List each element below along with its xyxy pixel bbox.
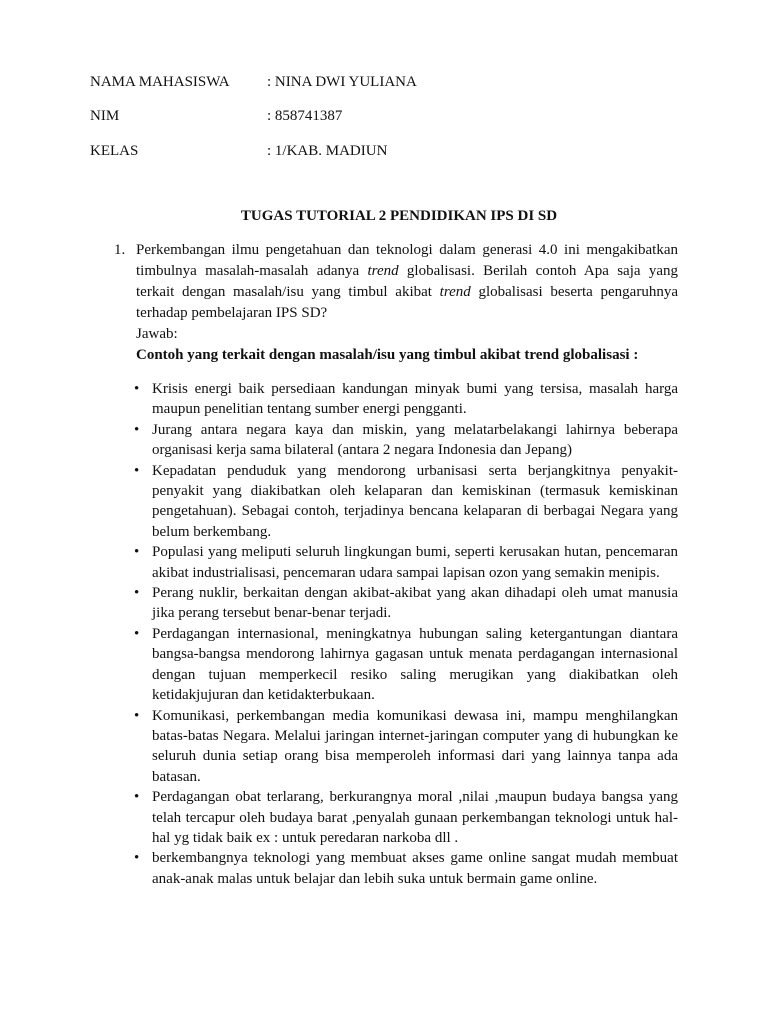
student-name-label: NAMA MAHASISWA — [90, 74, 230, 90]
bullet-item: • Jurang antara negara kaya dan miskin, yang melatarbelakangi lahirnya beberapa organisasi kerja sama bilateral (antara 2 negara Indonesia dan Jepang) — [134, 420, 678, 461]
student-nim-label: NIM — [90, 108, 120, 124]
question-text-part2: globalisasi. Berilah contoh Apa saja yang terkait dengan masalah/isu yang timbul akibat — [136, 263, 678, 300]
bullet-item: • Perdagangan obat terlarang, berkurangnya moral ,nilai ,maupun budaya bangsa yang telah tercapur oleh budaya barat ,penyalah gunaan perkembangan teknologi untuk hal-hal yg tidak baik ex : untuk peredaran narkoba dll . — [134, 787, 678, 848]
answer-heading: Contoh yang terkait dengan masalah/isu yang timbul akibat trend globalisasi : — [136, 347, 639, 363]
bullet-item: • Perang nuklir, berkaitan dengan akibat-akibat yang akan dihadapi oleh umat manusia jika perang tersebut benar-benar terjadi. — [134, 583, 678, 624]
answer-label: Jawab: — [136, 326, 178, 342]
question-block — [136, 240, 678, 366]
student-class-value: : 1/KAB. MADIUN — [267, 143, 388, 159]
bullet-item: • Komunikasi, perkembangan media komunikasi dewasa ini, mampu menghilangkan batas-batas Negara. Melalui jaringan internet-jaringan computer yang di hubungkan ke seluruh dunia setiap orang bisa memperoleh informasi dari yang lainnya tanpa ada batasan. — [134, 706, 678, 788]
bullet-item: • Krisis energi baik persediaan kandungan minyak bumi yang tersisa, masalah harga maupun penelitian tentang sumber energi pengganti. — [134, 379, 678, 420]
document-title: TUGAS TUTORIAL 2 PENDIDIKAN IPS DI SD — [240, 208, 558, 224]
bullet-item: • berkembangnya teknologi yang membuat akses game online sangat mudah membuat anak-anak malas untuk belajar dan lebih suka untuk bermain game online. — [134, 848, 678, 889]
answer-bullet-list — [134, 379, 678, 889]
bullet-item: • Populasi yang meliputi seluruh lingkungan bumi, seperti kerusakan hutan, pencemaran akibat industrialisasi, pencemaran udara sampai lapisan ozon yang semakin menipis. — [134, 542, 678, 583]
question-text — [136, 240, 678, 324]
student-nim-value: : 858741387 — [267, 108, 343, 124]
question-text-part3: globalisasi beserta pengaruhnya terhadap pembelajaran IPS SD? — [136, 284, 678, 321]
student-class-label: KELAS — [90, 143, 139, 159]
student-name-value: : NINA DWI YULIANA — [267, 74, 417, 90]
bullet-item: • Perdagangan internasional, meningkatnya hubungan saling ketergantungan diantara bangsa-bangsa mendorong lahirnya gagasan untuk menata perdagangan internasional dengan tujuan memperkecil resiko saling merugikan yang diakibatkan oleh ketidakjujuran dan ketidakterbukaan. — [134, 624, 678, 706]
bullet-item: • Kepadatan penduduk yang mendorong urbanisasi serta berjangkitnya penyakit-penyakit yang diakibatkan oleh kelaparan dan kemiskinan (termasuk kemiskinan pengetahuan). Sebagai contoh, terjadinya bencana kelaparan di berbagai Negara yang belum berkembang. — [134, 461, 678, 543]
question-number: 1. — [114, 242, 126, 258]
question-text-em1: trend — [367, 263, 399, 279]
question-text-em2: trend — [439, 284, 471, 300]
question-text-part1: Perkembangan ilmu pengetahuan dan teknologi dalam generasi 4.0 ini mengakibatkan timbulnya masalah-masalah adanya — [136, 242, 678, 279]
